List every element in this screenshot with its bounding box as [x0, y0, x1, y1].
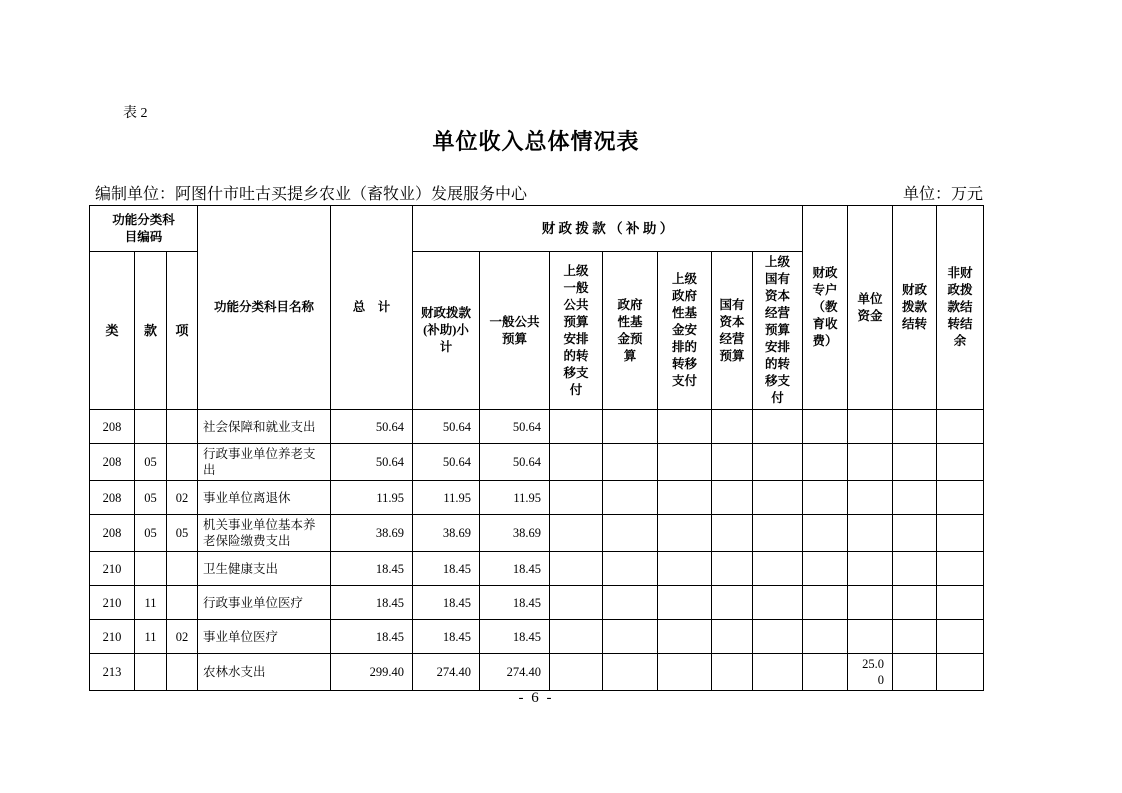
fiscal-carryover-cell — [893, 654, 937, 691]
col-header-item: 项 — [167, 252, 198, 410]
col-header-general-public-budget: 一般公共预算 — [480, 252, 550, 410]
class-code-cell: 208 — [90, 515, 135, 552]
fiscal-special-account-cell — [803, 410, 848, 444]
fiscal-special-account-cell — [803, 586, 848, 620]
section-code-cell — [135, 552, 167, 586]
page-number: - 6 - — [518, 690, 554, 706]
general-public-budget-cell: 38.69 — [480, 515, 550, 552]
unit-of-measure-label: 单位：万元 — [902, 186, 983, 203]
unit-funds-cell — [848, 410, 893, 444]
class-code-cell: 208 — [90, 410, 135, 444]
item-code-cell: 02 — [167, 620, 198, 654]
state-capital-budget-cell — [712, 410, 753, 444]
higher-state-capital-transfer-cell — [753, 444, 803, 481]
col-header-total: 总 计 — [331, 206, 413, 410]
government-fund-budget-cell — [603, 444, 658, 481]
total-cell: 18.45 — [331, 552, 413, 586]
total-cell: 18.45 — [331, 620, 413, 654]
government-fund-budget-cell — [603, 410, 658, 444]
fiscal-subtotal-cell: 50.64 — [413, 444, 480, 481]
non-fiscal-carryover-cell — [937, 410, 984, 444]
fiscal-carryover-cell — [893, 515, 937, 552]
item-code-cell — [167, 444, 198, 481]
government-fund-budget-cell — [603, 620, 658, 654]
col-header-higher-general-budget-transfer: 上级一般公共预算安排的转移支付 — [550, 252, 603, 410]
section-code-cell: 05 — [135, 444, 167, 481]
table-row — [90, 515, 984, 552]
page-title: 单位收入总体情况表 — [432, 129, 640, 154]
state-capital-budget-cell — [712, 552, 753, 586]
higher-state-capital-transfer-cell — [753, 586, 803, 620]
fiscal-subtotal-cell: 50.64 — [413, 410, 480, 444]
col-header-higher-state-capital-transfer: 上级国有资本经营预算安排的转移支付 — [753, 252, 803, 410]
item-code-cell — [167, 586, 198, 620]
total-cell: 38.69 — [331, 515, 413, 552]
col-header-non-fiscal-carryover: 非财政拨款结转结余 — [937, 206, 984, 410]
subject-name-cell: 机关事业单位基本养老保险缴费支出 — [198, 515, 331, 552]
col-header-state-capital-budget: 国有资本经营预算 — [712, 252, 753, 410]
section-code-cell: 05 — [135, 515, 167, 552]
unit-funds-cell — [848, 481, 893, 515]
subject-name-cell: 行政事业单位养老支出 — [198, 444, 331, 481]
fiscal-carryover-cell — [893, 444, 937, 481]
non-fiscal-carryover-cell — [937, 620, 984, 654]
higher-state-capital-transfer-cell — [753, 515, 803, 552]
higher-government-fund-transfer-cell — [658, 444, 712, 481]
higher-government-fund-transfer-cell — [658, 586, 712, 620]
non-fiscal-carryover-cell — [937, 552, 984, 586]
fiscal-carryover-cell — [893, 586, 937, 620]
higher-general-budget-transfer-cell — [550, 481, 603, 515]
higher-general-budget-transfer-cell — [550, 586, 603, 620]
prepared-by-label: 编制单位：阿图什市吐古买提乡农业（畜牧业）发展服务中心 — [95, 186, 528, 203]
item-code-cell: 02 — [167, 481, 198, 515]
state-capital-budget-cell — [712, 515, 753, 552]
class-code-cell: 210 — [90, 586, 135, 620]
total-cell: 50.64 — [331, 444, 413, 481]
non-fiscal-carryover-cell — [937, 481, 984, 515]
general-public-budget-cell: 18.45 — [480, 586, 550, 620]
subject-name-cell: 事业单位离退休 — [198, 481, 331, 515]
class-code-cell: 210 — [90, 620, 135, 654]
higher-state-capital-transfer-cell — [753, 620, 803, 654]
fiscal-special-account-cell — [803, 552, 848, 586]
fiscal-subtotal-cell: 18.45 — [413, 552, 480, 586]
class-code-cell: 208 — [90, 444, 135, 481]
higher-government-fund-transfer-cell — [658, 410, 712, 444]
state-capital-budget-cell — [712, 620, 753, 654]
section-code-cell — [135, 654, 167, 691]
state-capital-budget-cell — [712, 444, 753, 481]
total-cell: 299.40 — [331, 654, 413, 691]
col-header-subject-name: 功能分类科目名称 — [198, 206, 331, 410]
non-fiscal-carryover-cell — [937, 586, 984, 620]
class-code-cell: 213 — [90, 654, 135, 691]
col-header-government-fund-budget: 政府性基金预算 — [603, 252, 658, 410]
subject-name-cell: 农林水支出 — [198, 654, 331, 691]
non-fiscal-carryover-cell — [937, 515, 984, 552]
subject-name-cell: 行政事业单位医疗 — [198, 586, 331, 620]
table-row — [90, 586, 984, 620]
higher-general-budget-transfer-cell — [550, 515, 603, 552]
fiscal-carryover-cell — [893, 552, 937, 586]
item-code-cell — [167, 410, 198, 444]
col-header-function-code-group: 功能分类科目编码 — [90, 206, 198, 252]
higher-general-budget-transfer-cell — [550, 444, 603, 481]
total-cell: 11.95 — [331, 481, 413, 515]
fiscal-subtotal-cell: 274.40 — [413, 654, 480, 691]
table-row — [90, 552, 984, 586]
table-row — [90, 481, 984, 515]
higher-general-budget-transfer-cell — [550, 654, 603, 691]
higher-government-fund-transfer-cell — [658, 552, 712, 586]
table-row — [90, 444, 984, 481]
higher-state-capital-transfer-cell — [753, 552, 803, 586]
unit-funds-cell — [848, 552, 893, 586]
government-fund-budget-cell — [603, 481, 658, 515]
col-header-section: 款 — [135, 252, 167, 410]
table-number-label: 表 2 — [123, 106, 148, 121]
col-header-fiscal-appropriation-group: 财 政 拨 款 （ 补 助 ） — [413, 206, 803, 252]
section-code-cell — [135, 410, 167, 444]
general-public-budget-cell: 18.45 — [480, 620, 550, 654]
state-capital-budget-cell — [712, 586, 753, 620]
col-header-fiscal-carryover: 财政拨款结转 — [893, 206, 937, 410]
header-row-groups — [90, 206, 984, 252]
section-code-cell: 11 — [135, 620, 167, 654]
higher-state-capital-transfer-cell — [753, 410, 803, 444]
subject-name-cell: 事业单位医疗 — [198, 620, 331, 654]
general-public-budget-cell: 50.64 — [480, 444, 550, 481]
state-capital-budget-cell — [712, 481, 753, 515]
general-public-budget-cell: 18.45 — [480, 552, 550, 586]
non-fiscal-carryover-cell — [937, 444, 984, 481]
col-header-fiscal-subtotal: 财政拨款(补助)小计 — [413, 252, 480, 410]
class-code-cell: 208 — [90, 481, 135, 515]
unit-funds-cell — [848, 444, 893, 481]
government-fund-budget-cell — [603, 586, 658, 620]
fiscal-carryover-cell — [893, 481, 937, 515]
fiscal-special-account-cell — [803, 620, 848, 654]
col-header-higher-government-fund-transfer: 上级政府性基金安排的转移支付 — [658, 252, 712, 410]
general-public-budget-cell: 274.40 — [480, 654, 550, 691]
fiscal-special-account-cell — [803, 515, 848, 552]
fiscal-subtotal-cell: 38.69 — [413, 515, 480, 552]
section-code-cell: 11 — [135, 586, 167, 620]
higher-government-fund-transfer-cell — [658, 620, 712, 654]
higher-government-fund-transfer-cell — [658, 654, 712, 691]
income-table-body — [90, 410, 984, 691]
higher-general-budget-transfer-cell — [550, 410, 603, 444]
col-header-unit-funds: 单位资金 — [848, 206, 893, 410]
unit-funds-cell — [848, 515, 893, 552]
col-header-fiscal-special-account: 财政专户（教育收费） — [803, 206, 848, 410]
higher-state-capital-transfer-cell — [753, 654, 803, 691]
fiscal-special-account-cell — [803, 481, 848, 515]
income-overview-table — [89, 205, 984, 691]
general-public-budget-cell: 50.64 — [480, 410, 550, 444]
government-fund-budget-cell — [603, 552, 658, 586]
total-cell: 50.64 — [331, 410, 413, 444]
fiscal-special-account-cell — [803, 654, 848, 691]
higher-general-budget-transfer-cell — [550, 620, 603, 654]
table-row — [90, 410, 984, 444]
section-code-cell: 05 — [135, 481, 167, 515]
fiscal-subtotal-cell: 11.95 — [413, 481, 480, 515]
fiscal-carryover-cell — [893, 410, 937, 444]
government-fund-budget-cell — [603, 515, 658, 552]
higher-general-budget-transfer-cell — [550, 552, 603, 586]
unit-funds-cell — [848, 620, 893, 654]
item-code-cell — [167, 552, 198, 586]
state-capital-budget-cell — [712, 654, 753, 691]
higher-state-capital-transfer-cell — [753, 481, 803, 515]
fiscal-carryover-cell — [893, 620, 937, 654]
government-fund-budget-cell — [603, 654, 658, 691]
table-header — [90, 206, 984, 410]
unit-funds-cell — [848, 586, 893, 620]
subject-name-cell: 卫生健康支出 — [198, 552, 331, 586]
fiscal-special-account-cell — [803, 444, 848, 481]
fiscal-subtotal-cell: 18.45 — [413, 620, 480, 654]
item-code-cell — [167, 654, 198, 691]
subject-name-cell: 社会保障和就业支出 — [198, 410, 331, 444]
table-row — [90, 620, 984, 654]
higher-government-fund-transfer-cell — [658, 481, 712, 515]
non-fiscal-carryover-cell — [937, 654, 984, 691]
general-public-budget-cell: 11.95 — [480, 481, 550, 515]
higher-government-fund-transfer-cell — [658, 515, 712, 552]
total-cell: 18.45 — [331, 586, 413, 620]
col-header-class: 类 — [90, 252, 135, 410]
class-code-cell: 210 — [90, 552, 135, 586]
unit-funds-cell: 25.00 — [848, 654, 893, 691]
item-code-cell: 05 — [167, 515, 198, 552]
fiscal-subtotal-cell: 18.45 — [413, 586, 480, 620]
table-row — [90, 654, 984, 691]
